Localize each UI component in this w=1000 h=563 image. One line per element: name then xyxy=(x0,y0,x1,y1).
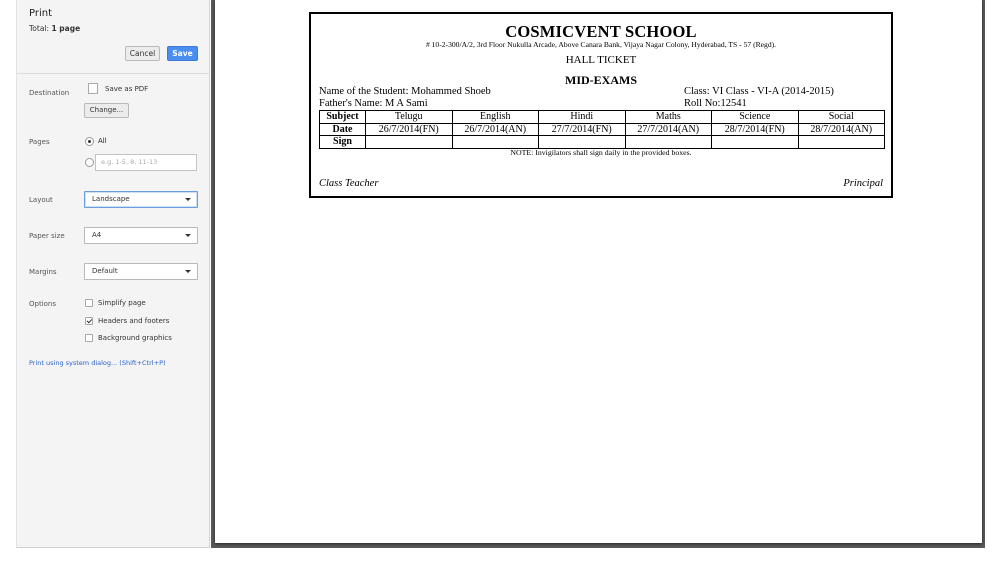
preview-page xyxy=(215,0,982,543)
table-row xyxy=(320,136,885,149)
paper-size-label: Paper size xyxy=(29,232,65,240)
pages-all-label: All xyxy=(98,137,107,145)
print-title: Print xyxy=(29,8,53,19)
exam-schedule-table xyxy=(319,110,885,149)
save-button[interactable]: Save xyxy=(167,46,198,61)
class-teacher-signature-label: Class Teacher xyxy=(319,178,379,189)
margins-value: Default xyxy=(92,267,118,275)
hall-ticket-heading: HALL TICKET xyxy=(565,54,637,66)
pages-all-radio[interactable] xyxy=(85,137,94,146)
print-panel-header xyxy=(17,0,210,74)
sign-cell xyxy=(798,136,885,149)
subject-cell: English xyxy=(452,111,539,124)
simplify-page-label: Simplify page xyxy=(98,299,146,307)
print-settings-panel xyxy=(16,0,210,548)
subject-cell: Social xyxy=(798,111,885,124)
date-cell: 28/7/2014(AN) xyxy=(798,123,885,136)
change-destination-button[interactable]: Change... xyxy=(84,103,129,118)
date-cell: 28/7/2014(FN) xyxy=(712,123,799,136)
headers-footers-label: Headers and footers xyxy=(98,317,170,325)
row-header-subject: Subject xyxy=(320,111,366,124)
print-preview-area xyxy=(211,0,985,548)
pages-range-radio[interactable] xyxy=(85,158,94,167)
cancel-button[interactable]: Cancel xyxy=(125,46,160,61)
date-cell: 27/7/2014(FN) xyxy=(539,123,626,136)
student-name: Name of the Student: Mohammed Shoeb xyxy=(319,86,491,97)
date-cell: 26/7/2014(FN) xyxy=(366,123,453,136)
total-value: 1 page xyxy=(51,24,81,33)
date-cell: 27/7/2014(AN) xyxy=(625,123,712,136)
date-cell: 26/7/2014(AN) xyxy=(452,123,539,136)
total-label: Total: xyxy=(29,24,50,33)
simplify-page-checkbox[interactable] xyxy=(85,299,93,307)
sign-cell xyxy=(366,136,453,149)
invigilator-note: NOTE: Invigilators shall sign daily in the provided boxes. xyxy=(510,148,692,157)
total-pages xyxy=(29,24,80,33)
options-label: Options xyxy=(29,300,57,308)
pages-label: Pages xyxy=(29,138,50,146)
chevron-down-icon xyxy=(185,270,191,273)
background-graphics-checkbox[interactable] xyxy=(85,334,93,342)
sign-cell xyxy=(539,136,626,149)
class-info: Class: VI Class - VI-A (2014-2015) xyxy=(684,86,834,97)
pdf-destination-icon xyxy=(88,83,98,94)
sign-cell xyxy=(625,136,712,149)
hall-ticket xyxy=(309,12,893,198)
school-name: COSMICVENT SCHOOL xyxy=(505,22,697,41)
destination-label: Destination xyxy=(29,89,70,97)
subject-cell: Science xyxy=(712,111,799,124)
layout-select[interactable] xyxy=(84,191,198,208)
table-row xyxy=(320,123,885,136)
margins-label: Margins xyxy=(29,268,57,276)
headers-footers-checkbox[interactable] xyxy=(85,317,93,325)
subject-cell: Maths xyxy=(625,111,712,124)
exam-title: MID-EXAMS xyxy=(565,73,637,87)
destination-value: Save as PDF xyxy=(105,85,149,93)
principal-signature-label: Principal xyxy=(843,178,883,189)
sign-cell xyxy=(712,136,799,149)
row-header-date: Date xyxy=(320,123,366,136)
margins-select[interactable] xyxy=(84,263,198,280)
roll-number: Roll No:12541 xyxy=(684,98,747,109)
paper-size-value: A4 xyxy=(92,231,102,239)
father-name: Father's Name: M A Sami xyxy=(319,98,428,109)
chevron-down-icon xyxy=(185,234,191,237)
background-graphics-label: Background graphics xyxy=(98,334,172,342)
row-header-sign: Sign xyxy=(320,136,366,149)
sign-cell xyxy=(452,136,539,149)
subject-cell: Telugu xyxy=(366,111,453,124)
layout-value: Landscape xyxy=(92,195,130,203)
page-range-input[interactable]: e.g. 1-5, 8, 11-13 xyxy=(95,154,197,171)
paper-size-select[interactable] xyxy=(84,227,198,244)
system-dialog-link[interactable]: Print using system dialog... (Shift+Ctrl+P) xyxy=(29,359,166,367)
chevron-down-icon xyxy=(185,198,191,201)
school-address: # 10-2-300/A/2, 3rd Floor Nukulla Arcade, Above Canara Bank, Vijaya Nagar Colony, Hyderabad, TS - 57 (Regd). xyxy=(425,40,777,49)
layout-label: Layout xyxy=(29,196,53,204)
subject-cell: Hindi xyxy=(539,111,626,124)
table-row xyxy=(320,111,885,124)
